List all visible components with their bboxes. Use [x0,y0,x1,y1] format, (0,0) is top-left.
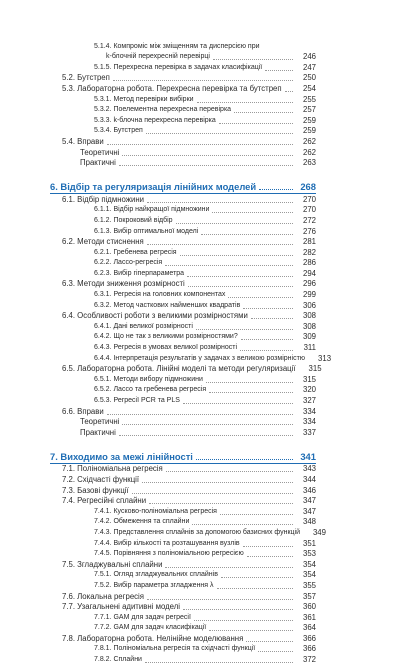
toc-entry-page: 299 [302,290,316,300]
toc-entry-title: Практичні [80,427,116,437]
toc-entry-title: 6.5.2. Лассо та гребенева регресія [94,386,207,394]
toc-entry-title: 6.5.3. Регресії PCR та PLS [94,397,180,404]
toc-entry-title: 5.3. Лабораторна робота. Перехресна перевірка та бутстреп [62,83,282,93]
toc-entry-title: 6.4.1. Дані великої розмірності [94,322,193,330]
toc-entry-page: 308 [302,311,316,321]
leader-dots [188,285,293,287]
toc-entry-page: 366 [302,633,316,643]
toc-entry[interactable] [0,321,416,332]
toc-entry-page: 360 [302,602,316,612]
toc-entry-title: 5.1.4. Компроміс між зміщенням та дисперсією при [94,42,260,50]
chapter-7-heading[interactable] [0,450,416,462]
chapter-page: 268 [300,181,316,193]
toc-entry-page: 357 [302,591,316,601]
toc-entry[interactable] [0,570,416,581]
toc-entry[interactable] [0,247,416,258]
toc-entry[interactable] [0,654,416,665]
toc-entry-page: 282 [302,247,316,257]
toc-entry[interactable] [0,258,416,269]
toc-entry-title: Теоретичні [80,417,120,427]
toc-entry[interactable] [0,633,416,644]
toc-entry-title: 6.2. Методи стиснення [62,237,144,247]
toc-entry-page: 254 [302,83,316,93]
leader-dots [221,576,293,578]
toc-entry[interactable] [0,105,416,116]
toc-entry-title: 7.4.3. Представлення сплайнів за допомогою базисних функцій [94,528,300,536]
toc-entry-title: 6.3. Методи зниження розмірності [62,279,185,289]
toc-entry-page: 276 [302,226,316,236]
toc-entry[interactable] [0,205,416,216]
leader-dots [247,555,293,557]
toc-entry-title: 7.7.1. GAM для задач регресії [94,613,191,621]
toc-entry[interactable] [0,506,416,517]
leader-dots [147,598,293,600]
toc-entry-title: 6.5. Лабораторна робота. Лінійні моделі та методи регуляризації [62,364,296,374]
toc-entry-title: 7.1. Поліноміальна регресія [62,464,163,474]
toc-entry-title: 7.8.2. Сплайни [94,656,142,664]
toc-entry-title: 7.7. Узагальнені адитивні моделі [62,602,181,612]
toc-entry[interactable] [0,406,416,417]
toc-entry-title: 6.1.1. Відбір найкращої підмножини [94,206,210,214]
toc-entry[interactable] [0,427,416,438]
spacer [0,438,416,450]
toc-entry[interactable] [0,289,416,300]
leader-dots [213,58,293,60]
leader-dots [196,328,293,330]
toc-entry[interactable] [0,115,416,126]
leader-dots [122,154,293,156]
toc-entry[interactable] [0,612,416,623]
toc-entry[interactable] [0,417,416,428]
table-of-contents [0,41,416,665]
leader-dots [243,307,293,309]
toc-entry-page: 372 [302,655,316,665]
toc-entry-title: 7.6. Локальна регресія [62,591,145,601]
toc-section-6 [0,194,416,438]
toc-entry[interactable] [0,474,416,485]
leader-dots [265,69,293,71]
chapter-6-heading[interactable] [0,180,416,192]
chapter-title: 6. Відбір та регуляризація лінійних моделей [50,181,257,193]
leader-dots [165,566,293,568]
leader-dots [241,338,293,340]
toc-entry[interactable] [0,126,416,137]
toc-entry-title: 5.1.5. Перехресна перевірка в задачах класифікації [94,63,263,71]
toc-entry-title: 7.4.2. Обмеження та сплайни [94,518,190,526]
leader-dots [166,470,293,472]
leader-dots [113,79,293,81]
toc-entry-title: 5.3.4. Бутстреп [94,127,143,135]
leader-dots [196,458,293,460]
toc-entry-title: Практичні [80,158,116,168]
leader-dots [240,349,293,351]
toc-entry[interactable] [0,353,416,364]
leader-dots [212,211,293,213]
toc-entry-page: 320 [302,385,316,395]
toc-entry[interactable] [0,83,416,94]
toc-entry-page: 361 [302,612,316,622]
chapter-title: 7. Виходимо за межі лінійності [50,450,193,462]
leader-dots [119,434,293,436]
leader-dots [107,143,293,145]
toc-entry-title: 6.2.2. Лассо-регресія [94,259,163,267]
leader-dots [132,492,293,494]
toc-entry[interactable] [0,580,416,591]
toc-entry-title: 5.3.3. k-блочна перехресна перевірка [94,116,216,124]
toc-entry-title: 7.4.5. Порівняння з поліноміальною регресією [94,550,244,558]
toc-entry-page: 296 [302,279,316,289]
toc-entry[interactable] [0,559,416,570]
toc-entry-page: 313 [318,353,332,363]
toc-entry-page: 354 [302,570,316,580]
toc-entry-page: 349 [312,527,326,537]
toc-entry-page: 337 [302,427,316,437]
leader-dots [209,391,293,393]
toc-entry-page: 308 [302,321,316,331]
toc-entry[interactable] [0,644,416,655]
toc-entry[interactable] [0,485,416,496]
toc-entry-page: 309 [302,332,316,342]
toc-entry-page: 257 [302,105,316,115]
toc-entry[interactable] [0,226,416,237]
leader-dots [142,481,293,483]
toc-entry-title: 7.5.1. Огляд згладжувальних сплайнів [94,571,218,579]
leader-dots [243,545,293,547]
leader-dots [147,201,293,203]
toc-entry-title: k-блочній перехресній перевірці [106,53,210,61]
toc-section-7 [0,464,416,665]
toc-entry-title: 5.4. Вправи [62,136,104,146]
toc-entry[interactable] [0,136,416,147]
toc-entry-title: 7.5.2. Вибір параметра згладження λ [94,581,214,589]
toc-entry[interactable] [0,279,416,290]
toc-entry-page: 255 [302,94,316,104]
toc-entry[interactable] [0,237,416,248]
toc-entry-page: 351 [302,538,316,548]
toc-entry-page: 259 [302,126,316,136]
toc-entry-title: 6.1. Відбір підмножини [62,194,145,204]
spacer [0,168,416,180]
toc-entry-page: 348 [302,517,316,527]
toc-entry-title: 7.7.2. GAM для задач класифікації [94,624,207,632]
toc-entry-page: 311 [303,343,316,353]
toc-section-5-tail [0,41,416,168]
toc-entry-page: 315 [308,364,322,374]
toc-entry-title: 6.2.1. Гребенева регресія [94,248,177,256]
toc-entry[interactable] [0,602,416,613]
toc-entry[interactable] [0,147,416,158]
leader-dots [228,296,293,298]
toc-entry-title: 6.4.4. Інтерпретація результатів у задачах з великою розмірністю [94,354,306,362]
toc-entry[interactable] [0,41,416,52]
toc-entry[interactable] [0,538,416,549]
leader-dots [187,275,293,277]
toc-entry-page: 354 [302,559,316,569]
leader-dots [145,661,293,663]
leader-dots [258,650,293,652]
toc-entry-page: 364 [302,623,316,633]
toc-entry-page: 343 [302,464,316,474]
leader-dots [220,513,293,515]
toc-entry[interactable] [0,464,416,475]
leader-dots [197,101,293,103]
leader-dots [259,188,293,190]
toc-entry-page: 281 [302,237,316,247]
toc-entry-title: 6.6. Вправи [62,406,104,416]
leader-dots [107,413,293,415]
toc-entry[interactable] [0,517,416,528]
toc-entry[interactable] [0,374,416,385]
leader-dots [146,132,293,134]
leader-dots [285,90,293,92]
toc-entry-title: 6.4. Особливості роботи з великими розмірностями [62,311,248,321]
toc-entry-page: 294 [302,268,316,278]
toc-entry[interactable] [0,332,416,343]
toc-entry-page: 306 [302,300,316,310]
toc-entry[interactable] [0,342,416,353]
toc-entry-title: 7.5. Згладжувальні сплайни [62,559,163,569]
leader-dots [180,254,293,256]
toc-entry-title: 7.4.4. Вибір кількості та розташування вузлів [94,539,240,547]
toc-entry-page: 315 [302,374,316,384]
toc-entry-title: 6.3.2. Метод часткових найменших квадратів [94,301,241,309]
toc-entry[interactable] [0,364,416,375]
toc-entry-title: 7.8. Лабораторна робота. Нелінійне моделювання [62,633,244,643]
toc-entry[interactable] [0,385,416,396]
toc-entry-page: 262 [302,136,316,146]
toc-entry-page: 263 [302,158,316,168]
toc-entry[interactable] [0,300,416,311]
leader-dots [201,233,293,235]
toc-entry-title: 6.1.3. Вибір оптимальної моделі [94,227,199,235]
toc-entry-title: 7.8.1. Поліноміальна регресія та східчасті функції [94,645,256,653]
toc-entry[interactable] [0,527,416,538]
leader-dots [192,523,293,525]
toc-entry-page: 344 [302,474,316,484]
toc-entry-title: 7.4.1. Кусково-поліноміальна регресія [94,507,217,515]
leader-dots [183,402,293,404]
toc-entry[interactable] [0,496,416,507]
toc-entry[interactable] [0,549,416,560]
toc-entry[interactable] [0,623,416,634]
leader-dots [206,381,293,383]
toc-entry-title: 6.5.1. Методи вибору підмножини [94,375,203,383]
toc-entry-page: 353 [302,549,316,559]
toc-entry-title: 6.4.2. Що не так з великими розмірностями? [94,333,238,341]
leader-dots [219,122,293,124]
toc-entry[interactable] [0,194,416,205]
toc-entry[interactable] [0,158,416,169]
leader-dots [251,317,293,319]
toc-entry[interactable] [0,591,416,602]
toc-entry-title: 7.4. Регресійні сплайни [62,496,147,506]
toc-entry-title: 6.1.2. Покроковий відбір [94,216,173,224]
toc-entry-page: 347 [302,496,316,506]
toc-entry[interactable] [0,311,416,322]
toc-entry-title: 6.2.3. Вибір гіперпараметра [94,269,185,277]
toc-entry[interactable] [0,94,416,105]
toc-entry-page: 346 [302,485,316,495]
leader-dots [122,423,293,425]
toc-entry[interactable] [0,52,416,63]
toc-entry-page: 272 [302,215,316,225]
leader-dots [119,164,293,166]
toc-entry-page: 246 [302,52,316,62]
leader-dots [149,502,293,504]
chapter-page: 341 [300,450,316,462]
toc-entry-title: 6.4.3. Регресія в умовах великої розмірності [94,344,238,352]
toc-entry-title: 7.3. Базові функції [62,485,129,495]
leader-dots [147,243,293,245]
toc-entry-page: 270 [302,205,316,215]
toc-entry-page: 286 [302,258,316,268]
toc-entry-page: 259 [302,115,316,125]
toc-entry-title: 5.3.2. Поелементна перехресна перевірка [94,106,232,114]
toc-entry-title: 6.3.1. Регресія на головних компонентах [94,291,226,299]
leader-dots [165,264,293,266]
leader-dots [176,222,293,224]
leader-dots [194,619,293,621]
toc-entry[interactable] [0,215,416,226]
toc-entry-page: 327 [302,396,316,405]
leader-dots [234,111,293,113]
toc-entry-page: 355 [302,580,316,590]
toc-entry-page: 270 [302,194,316,204]
toc-entry-page: 247 [302,62,316,72]
leader-dots [183,608,293,610]
toc-entry-title: Теоретичні [80,147,120,157]
toc-entry[interactable] [0,62,416,73]
toc-entry-title: 7.2. Східчасті функції [62,474,140,484]
toc-entry[interactable] [0,73,416,84]
toc-entry-page: 250 [302,73,316,83]
toc-entry-page: 347 [302,506,316,516]
toc-entry[interactable] [0,395,416,406]
toc-entry-page: 334 [302,417,316,427]
toc-entry[interactable] [0,268,416,279]
leader-dots [246,640,293,642]
toc-entry-title: 5.2. Бутстреп [62,73,110,83]
toc-entry-title: 5.3.1. Метод перевірки вибірки [94,95,194,103]
leader-dots [217,587,293,589]
toc-entry-page: 334 [302,406,316,416]
toc-entry-page: 262 [302,147,316,157]
toc-entry-page: 366 [302,644,316,654]
